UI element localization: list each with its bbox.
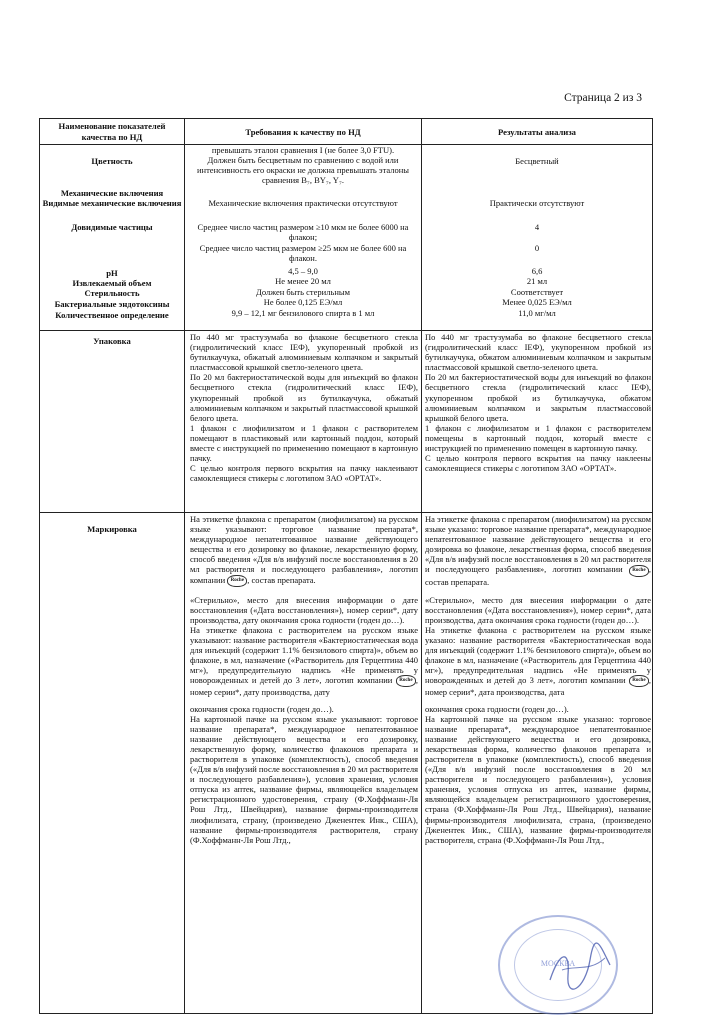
row-divider — [40, 330, 652, 331]
packaging-label: Упаковка — [93, 336, 131, 346]
marking-req-paragraph: На картонной пачке на русском языке указывают: торговое название препарата*, международное непатентованное название действующего вещества и его дозировку, лекарственную форму, количество флаконов препарата и растворителя в упаковке (комплектность), способ введения («Для в/в инфузий после восстановления в 20 мл растворителя и последующего разбавления»), условия хранения, условия отпуска из аптек, название фирмы, являющейся владельцем регистрационного удостоверения, страну (Ф.Хоффманн-Ля Рош Лтд., Швейцария), название фирмы-производителя лиофилизата, страну, (произведено Дженентек Инк., США), название фирмы-производителя растворителя, страну (Ф.Хоффманн-Ля Рош Лтд., — [190, 713, 418, 845]
marking-res-text: На этикетке флакона с растворителем на русском языке указано: название растворителя «Бактериостатическая вода для инъекций (содержит 1.1% бензилового спирта)», объем во флаконе в мл, назначение («Растворитель для Герцептина 440 мг»), предупредительная надпись «Не применять у новорожденных и детей до 3 лет», логотип компании — [425, 624, 651, 686]
packaging-requirements — [190, 332, 418, 483]
mech-result: Практически отсутствуют — [489, 198, 585, 208]
marking-req-text: , состав препарата. — [247, 574, 316, 585]
page-number: Страница 2 из 3 — [564, 92, 642, 104]
endotoxins-requirement: Не более 0,125 ЕЭ/мл — [263, 297, 343, 307]
endotoxins-label: Бактериальные эндотоксины — [54, 299, 170, 309]
marking-req-paragraph: окончания срока годности (годен до…). — [190, 703, 334, 714]
marking-res-paragraph: окончания срока годности (годен до…). — [425, 703, 569, 714]
roche-logo-icon: Roche — [629, 675, 649, 687]
packaging-results — [425, 332, 651, 473]
marking-res-paragraph: «Стерильно», место для внесения информации о дате восстановления («Дата восстановления»), номер серии*, дата производства, дата окончания срока годности (годен до…). — [425, 594, 651, 625]
color-label: Цветность — [91, 156, 133, 166]
marking-requirements — [190, 514, 418, 845]
marking-req-text: , номер серии*, дату производства, дату — [190, 675, 418, 698]
marking-res-text: На этикетке флакона с препаратом (лиофилизатом) на русском языке указано: торговое название препарата*, международное непатентованное название действующего вещества и его дозировка во флаконе, лекарственная форма, способ введения «Для в/в инфузий после восстановления в 20 мл растворителя и последующего разбавления», логотип компании — [425, 514, 651, 575]
header-indicator: Наименование показателей качества по НД — [58, 121, 166, 142]
quality-table — [39, 118, 653, 1014]
mech-label: Механические включения — [60, 188, 164, 198]
endotoxins-result: Менее 0,025 ЕЭ/мл — [502, 297, 572, 307]
assay-label: Количественное определение — [55, 310, 169, 320]
assay-result: 11,0 мг/мл — [518, 308, 556, 318]
marking-res-paragraph: На картонной пачке на русском языке указано: торговое название препарата*, международное непатентованное название действующего вещества и его дозировка, лекарственная форма, количество флаконов препарата и растворителя в упаковке (комплектность), способ введения («Для в/в инфузий после восстановления в 20 мл растворителя и последующего разбавления»), условия хранения, условия отпуска из аптек, название фирмы, являющейся владельцем регистрационного удостоверения, страна (Ф.Хоффманн-Ля Рош Лтд., Швейцария), название фирмы-производителя лиофилизата, страна, (произведено Дженентек Инк., США), название фирмы-производителя растворителя, страна (Ф.Хоффманн-Ля Рош Лтд., — [425, 713, 651, 845]
marking-req-paragraph: «Стерильно», место для внесения информации о дате восстановления («Дата восстановления»), номер серии*, дату производства, дату окончания срока годности (годен до…). — [190, 594, 418, 625]
subvisible-result-10: 4 — [534, 222, 540, 232]
roche-logo-icon: Roche — [629, 565, 649, 577]
color-result: Бесцветный — [515, 156, 559, 166]
volume-requirement: Не менее 20 мл — [275, 276, 331, 286]
sterility-label: Стерильность — [84, 288, 140, 298]
packaging-res-paragraph: По 440 мг трастузумаба во флаконе бесцветного стекла (гидролитический класс IЕФ), укупоренном пробкой из бутилкаучука, обжатом алюминиевым колпачком и закрытым пластмассовой крышкой светло-зеленого цвета. — [425, 332, 651, 373]
packaging-req-paragraph: По 20 мл бактериостатической воды для инъекций во флакон бесцветного стекла (гидролитический класс IЕФ), укупоренный пробкой из бутилкаучука, обжатый алюминиевым колпачком и закрытый пластмассовой крышкой белого цвета. — [190, 372, 418, 423]
header-results: Результаты анализа — [498, 127, 576, 137]
subvisible-requirement-25: Среднее число частиц размером ≥25 мкм не более 600 на флакон. — [199, 243, 407, 263]
packaging-req-paragraph: С целью контроля первого вскрытия на пачку наклеивают самоклеящиеся стикеры с логотипом ЗАО «ОРТАТ». — [190, 463, 418, 484]
marking-req-text: На этикетке флакона с растворителем на русском языке указывают: название растворителя «Бактериостатическая вода для инъекций (содержит 1.1% бензилового спирта)», объем во флаконе, в мл, назначение («Растворитель для Герцептина 440 мг»), предупредительную надпись «Не применять у новорожденных и детей до 3 лет», логотип компании — [190, 624, 418, 686]
marking-label: Маркировка — [87, 524, 137, 534]
ph-label: pH — [106, 268, 118, 278]
packaging-res-paragraph: По 20 мл бактериостатической воды для инъекций во флакон бесцветного стекла (гидролитический класс IЕФ), укупоренном пробкой из бутилкаучука, обжатом алюминиевым колпачком и закрытым пластмассовой крышкой белого цвета. — [425, 372, 651, 423]
volume-label: Извлекаемый объем — [72, 278, 152, 288]
roche-logo-icon: Roche — [396, 675, 416, 687]
sterility-result: Соответствует — [510, 287, 564, 297]
ph-result: 6,6 — [531, 266, 543, 276]
color-requirement: Должен быть бесцветным по сравнению с водой или интенсивность его окраски не должна превышать эталоны сравнения B₇, BY₇, Y₇. — [196, 155, 409, 185]
row-divider — [40, 512, 652, 513]
mech-requirement: Механические включения практически отсутствуют — [208, 198, 398, 208]
marking-results — [425, 514, 651, 845]
roche-logo-icon: Roche — [227, 575, 247, 587]
marking-res-text: , состав препарата. — [425, 564, 651, 587]
packaging-req-paragraph: 1 флакон с лиофилизатом и 1 флакон с растворителем помещают в пластиковый или картонный поддон, который вместе с инструкцией по применению помещают в картонную пачку. — [190, 422, 418, 464]
subvisible-label: Довидимые частицы — [71, 222, 153, 232]
column-divider — [184, 119, 185, 1013]
ph-requirement: 4,5 – 9,0 — [288, 266, 318, 276]
column-divider — [421, 119, 422, 1013]
marking-req-text: На этикетке флакона с препаратом (лиофилизатом) на русском языке указывают: торговое название препарата*, международное непатентованное название действующего вещества и его дозировку во флаконе, лекарственную форму, способ введения «Для в/в инфузий после восстановления в 20 мл растворителя и последующего разбавления», логотип компании — [190, 514, 418, 585]
subvisible-result-25: 0 — [534, 243, 540, 253]
signature-icon — [540, 930, 620, 1000]
marking-res-text: , номер серии*, дата производства, дата — [425, 675, 651, 698]
volume-result: 21 мл — [526, 276, 548, 286]
subvisible-requirement-10: Среднее число частиц размером ≥10 мкм не более 6000 на флакон; — [197, 222, 409, 242]
sterility-requirement: Должен быть стерильным — [256, 287, 350, 297]
visible-particles-label: Видимые механические включения — [42, 198, 182, 208]
packaging-res-paragraph: 1 флакон с лиофилизатом и 1 флакон с растворителем помещены в картонный поддон, который вместе с инструкцией по применению помещен в картонную пачку. — [425, 422, 651, 454]
assay-requirement: 9,9 – 12,1 мг бензилового спирта в 1 мл — [231, 308, 375, 318]
packaging-req-paragraph: По 440 мг трастузумаба во флаконе бесцветного стекла (гидролитический класс IЕФ), укупоренный пробкой из бутилкаучука, обжатый алюминиевым колпачком и закрытый пластмассовой крышкой светло-зеленого цвета. — [190, 332, 418, 373]
clarity-requirement-tail: превышать эталон сравнения I (не более 3,0 FTU). — [211, 145, 395, 155]
header-requirements: Требования к качеству по НД — [245, 127, 361, 137]
stamp-text: МОСКВА — [540, 959, 576, 968]
packaging-res-paragraph: С целью контроля первого вскрытия на пачку наклеены самоклеящиеся стикеры с логотипом ЗАО «ОРТАТ». — [425, 453, 651, 474]
